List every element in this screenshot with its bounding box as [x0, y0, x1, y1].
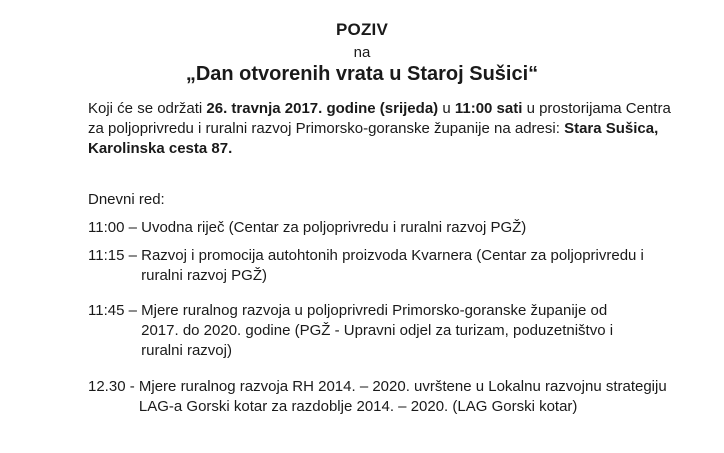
document-heading: POZIV	[335, 20, 388, 39]
event-address: Stara Sušica, Karolinska cesta 87.	[88, 120, 659, 157]
agenda-time: 11:45	[88, 302, 125, 319]
agenda-item	[88, 218, 648, 238]
intro-text-1: Koji će se održati	[88, 100, 207, 117]
agenda-separator: –	[124, 219, 142, 236]
agenda-item	[88, 301, 648, 361]
agenda-time: 11:15	[88, 247, 125, 264]
agenda-separator: –	[124, 247, 142, 264]
event-title: „Dan otvorenih vrata u Staroj Sušici“	[185, 63, 539, 85]
agenda-description: Razvoj i promocija autohtonih proizvoda Kvarnera (Centar za poljoprivredu i ruralni razvoj PGŽ)	[141, 247, 644, 284]
heading-connector: na	[353, 44, 371, 61]
agenda-time: 11:00	[88, 219, 125, 236]
agenda-separator: –	[124, 302, 142, 319]
intro-text-3: u prostorijama Centra za poljoprivredu i ruralni razvoj Primorsko-goranske županije na adresi:	[88, 100, 671, 137]
agenda-description: Uvodna riječ (Centar za poljoprivredu i ruralni razvoj PGŽ)	[141, 219, 527, 236]
event-date: 26. travnja 2017. godine (srijeda)	[206, 100, 439, 117]
agenda-label: Dnevni red:	[88, 191, 165, 208]
agenda-separator: -	[125, 378, 139, 395]
agenda-time: 12.30	[88, 378, 126, 395]
intro-paragraph	[88, 99, 688, 159]
agenda-item	[88, 246, 648, 286]
agenda-item	[88, 377, 678, 417]
intro-text-2: u	[438, 100, 455, 117]
event-time: 11:00 sati	[454, 100, 523, 117]
agenda-description: Mjere ruralnog razvoja u poljoprivredi Primorsko-goranske županije od 2017. do 2020. godine (PGŽ - Upravni odjel za turizam, poduzetništvo i ruralni razvoj)	[141, 302, 614, 359]
agenda-description: Mjere ruralnog razvoja RH 2014. – 2020. uvrštene u Lokalnu razvojnu strategiju LAG-a Gorski kotar za razdoblje 2014. – 2020. (LAG Gorski kotar)	[138, 378, 667, 415]
